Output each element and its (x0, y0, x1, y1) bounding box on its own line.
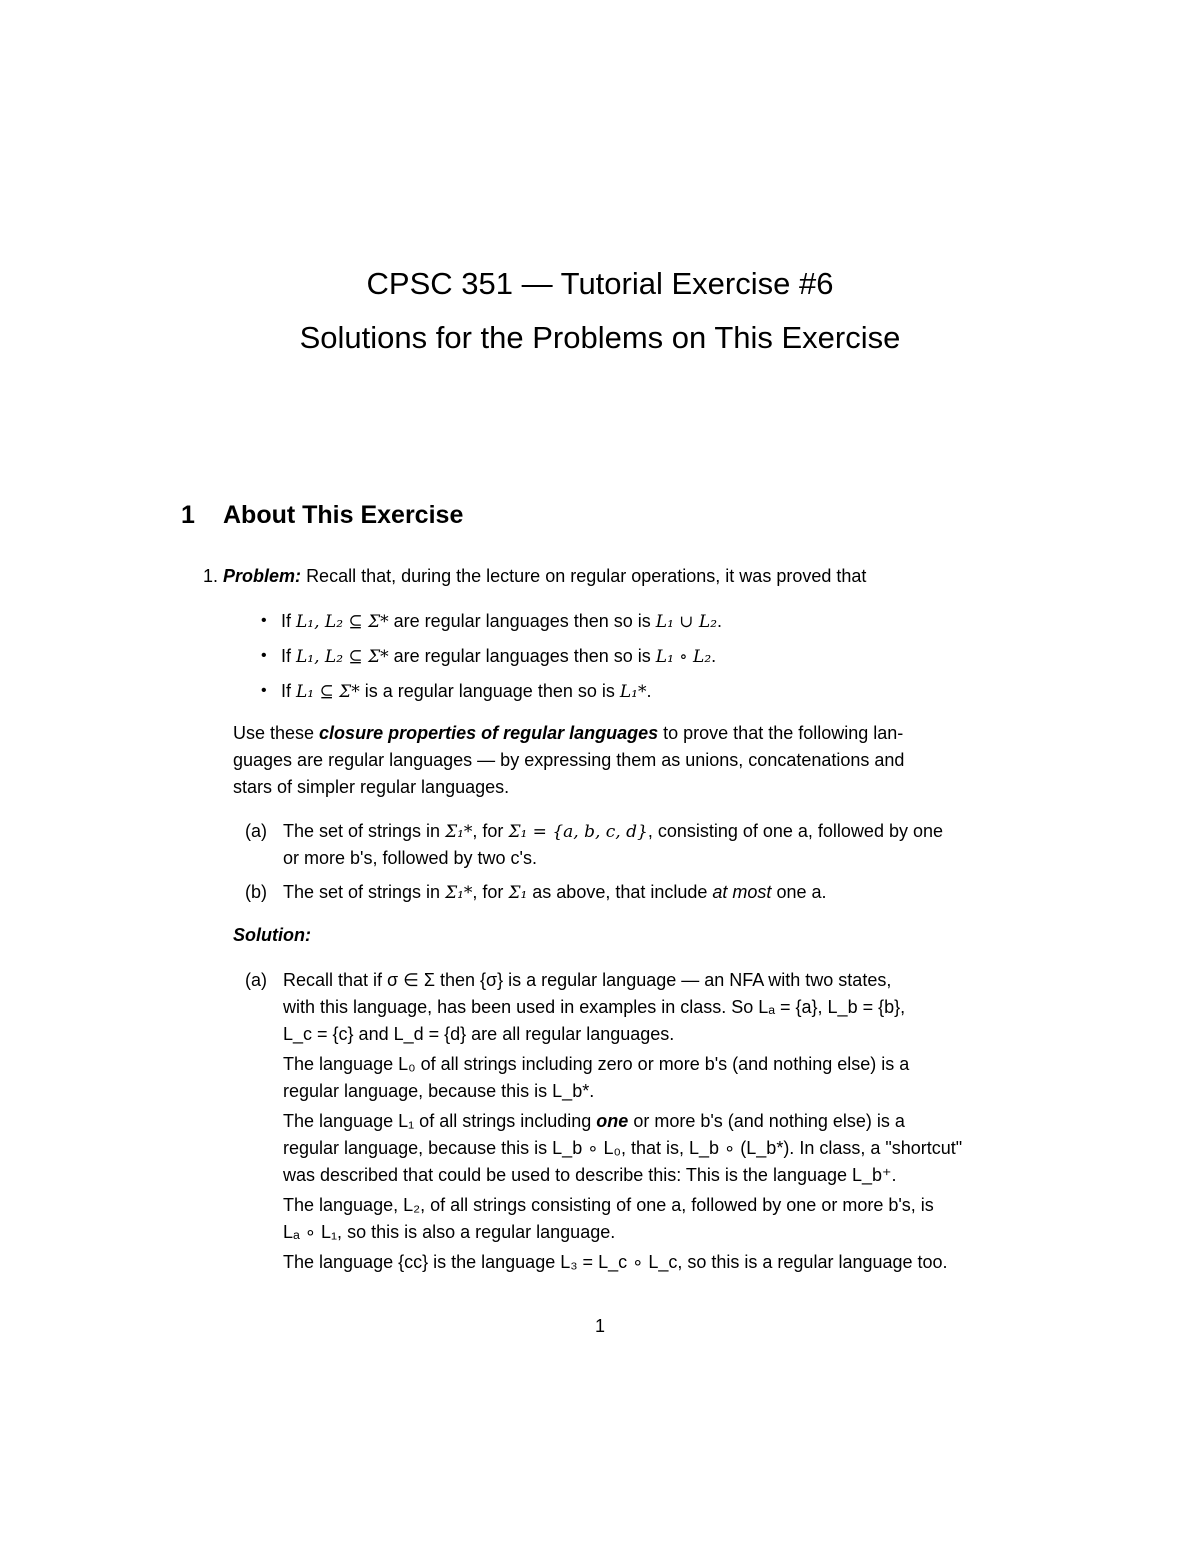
section-number: 1 (181, 501, 195, 529)
math-expression: Σ₁* (445, 883, 473, 903)
math-expression: L₁ ⊆ Σ* (296, 682, 360, 702)
math-expression: Σ₁* (445, 822, 473, 842)
part-label: (a) (245, 821, 267, 841)
bullet-item: If L₁, L₂ ⊆ Σ* are regular languages then so is L₁ ∪ L₂. (281, 611, 723, 632)
solution-line: with this language, has been used in examples in class. So Lₐ = {a}, L_b = {b}, (283, 997, 906, 1017)
bullet-item: If L₁ ⊆ Σ* is a regular language then so is L₁*. (281, 681, 652, 702)
math-expression: L₁ ∪ L₂ (655, 612, 718, 632)
problem-intro: Recall that, during the lecture on regular operations, it was proved that (306, 566, 867, 586)
problem-intro-line (203, 563, 866, 589)
solution-line: The language, L₂, of all strings consisting of one a, followed by one or more b's, is (283, 1195, 934, 1215)
paragraph-line: Use these closure properties of regular languages to prove that the following lan- (233, 723, 904, 743)
solution-line: The language L₁ of all strings including one or more b's (and nothing else) is a (283, 1111, 905, 1131)
part-line: The set of strings in Σ₁*, for Σ₁ as above, that include at most one a. (283, 882, 827, 903)
part-line: The set of strings in Σ₁*, for Σ₁ = {a, b, c, d}, consisting of one a, followed by one (283, 821, 944, 842)
section-title: About This Exercise (223, 501, 464, 529)
part-label: (b) (245, 882, 267, 902)
emphasis-text: one (596, 1111, 629, 1131)
emphasis-text: closure properties of regular languages (319, 723, 659, 743)
solution-line: Recall that if σ ∈ Σ then {σ} is a regular language — an NFA with two states, (283, 970, 892, 990)
math-expression: L₁ ∘ L₂ (655, 647, 712, 667)
bullet-item: If L₁, L₂ ⊆ Σ* are regular languages then so is L₁ ∘ L₂. (281, 646, 717, 667)
problem-label: Problem: (223, 566, 302, 586)
math-expression: L₁, L₂ ⊆ Σ* (296, 647, 389, 667)
paragraph-line: guages are regular languages — by expressing them as unions, concatenations and (233, 750, 905, 770)
solution-line: Lₐ ∘ L₁, so this is also a regular language. (283, 1222, 616, 1242)
section-heading (181, 498, 463, 532)
paragraph-line: stars of simpler regular languages. (233, 777, 510, 797)
solution-line: The language {cc} is the language L₃ = L_c ∘ L_c, so this is a regular language too. (283, 1252, 948, 1272)
solution-line: regular language, because this is L_b*. (283, 1081, 595, 1101)
page-number: 1 (594, 1316, 605, 1336)
solution-line: was described that could be used to describe this: This is the language L_b⁺. (283, 1165, 897, 1185)
math-expression: Σ₁ = {a, b, c, d} (508, 822, 648, 842)
solution-label: Solution: (233, 925, 311, 945)
solution-line: L_c = {c} and L_d = {d} are all regular languages. (283, 1024, 675, 1044)
item-number: 1. (203, 566, 219, 586)
solution-line: The language L₀ of all strings including zero or more b's (and nothing else) is a (283, 1054, 910, 1074)
document-subtitle: Solutions for the Problems on This Exercise (299, 320, 901, 355)
solution-line: regular language, because this is L_b ∘ L₀, that is, L_b ∘ (L_b*). In class, a "shortcut" (283, 1138, 963, 1158)
bullet-icon: • (261, 647, 267, 664)
part-label: (a) (245, 970, 267, 990)
bullet-icon: • (261, 682, 267, 699)
document-title: CPSC 351 — Tutorial Exercise #6 (366, 266, 834, 301)
math-expression: L₁, L₂ ⊆ Σ* (296, 612, 389, 632)
emphasis-text: at most (712, 882, 772, 902)
part-line: or more b's, followed by two c's. (283, 848, 537, 868)
bullet-icon: • (261, 612, 267, 629)
math-expression: Σ₁ (508, 883, 528, 903)
math-expression: L₁* (619, 682, 647, 702)
